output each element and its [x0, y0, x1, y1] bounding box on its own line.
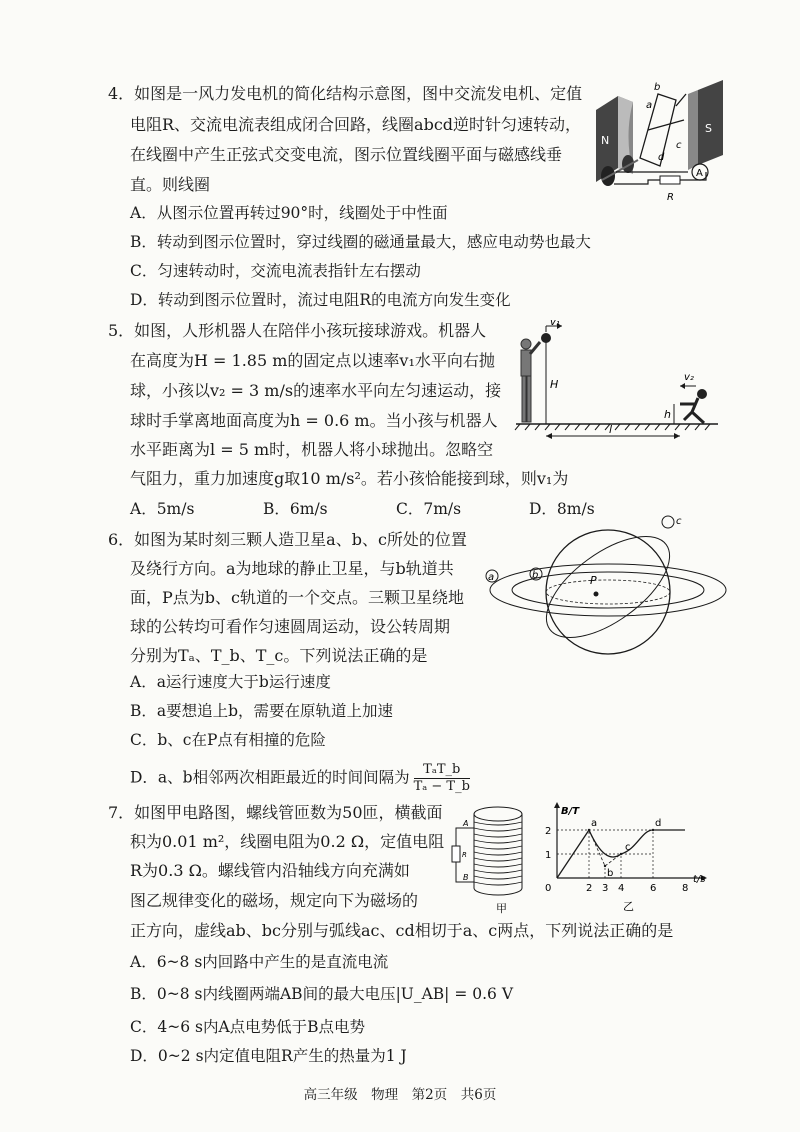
q6-option-b: B．a要想追上b，需要在原轨道上加速	[130, 702, 394, 720]
ammeter-label: A	[696, 168, 703, 179]
q7-line: 图乙规律变化的磁场，规定向下为磁场的	[130, 891, 419, 910]
q6-line: 面，P点为b、c轨道的一个交点。三颗卫星绕地	[130, 588, 464, 607]
page-footer: 高三年级 物理 第2页 共6页	[303, 1087, 497, 1103]
fraction-numerator: TₐT_b	[414, 762, 470, 779]
q5-option-c: C．7m/s	[396, 500, 462, 518]
x-tick-label: 2	[586, 883, 593, 894]
q4-line: 电阻R、交流电流表组成闭合回路，线圈abcd逆时针匀速转动，	[130, 115, 582, 134]
q6-line: 球的公转均可看作匀速圆周运动，设公转周期	[130, 617, 451, 636]
q5-line: 在高度为H = 1.85 m的固定点以速率v₁水平向右抛	[130, 351, 495, 370]
data-point	[652, 829, 654, 831]
q5-option-b: B．6m/s	[263, 500, 328, 518]
resistor-label: R	[667, 192, 674, 203]
coil-b-label: b	[654, 82, 661, 93]
q7-line: 积为0.01 m²，线圈电阻为0.2 Ω，定值电阻	[130, 832, 445, 851]
distance-l-label: l	[609, 423, 613, 436]
earth	[546, 530, 670, 654]
q6-option-c: C．b、c在P点有相撞的危险	[130, 731, 326, 749]
q4-option-a: A．从图示位置再转过90°时，线圈处于中性面	[130, 204, 448, 222]
q5-option-d: D．8m/s	[529, 500, 595, 518]
coil-c-label: c	[676, 140, 682, 151]
terminal-b-label: B	[463, 873, 469, 882]
magnet-s-label: S	[705, 122, 712, 135]
tangent-ab	[589, 830, 605, 866]
v1-label: v₁	[550, 320, 560, 328]
ball	[541, 333, 551, 343]
coil-a-label: a	[646, 100, 653, 111]
q7-option-a: A．6~8 s内回路中产生的是直流电流	[130, 953, 389, 971]
robot	[521, 339, 540, 422]
b-t-chart	[535, 798, 725, 923]
q6-option-d-text: D．a、b相邻两次相距最近的时间间隔为	[130, 768, 410, 787]
q7-line: 7．如图甲电路图，螺线管匝数为50匝，横截面	[108, 803, 443, 822]
coil-d-label: d	[658, 152, 665, 163]
chart-caption: 乙	[623, 900, 634, 913]
q5-line: 球时手掌离地面高度为h = 0.6 m。当小孩与机器人	[130, 411, 498, 430]
q4-option-c: C．匀速转动时，交流电流表指针左右摆动	[130, 262, 421, 280]
solenoid-resistor	[452, 846, 460, 862]
v2-label: v₂	[684, 372, 694, 383]
robot-ball-figure	[512, 320, 722, 440]
q6-option-d	[130, 762, 470, 795]
q4-option-b: B．转动到图示位置时，穿过线圈的磁通量最大，感应电动势也最大	[130, 233, 591, 251]
generator-figure	[588, 80, 738, 205]
x-tick-label: 4	[618, 883, 625, 894]
x-tick-label: 6	[650, 883, 657, 894]
q6-option-d-fraction	[414, 762, 470, 795]
q5-line: 水平距离为l = 5 m时，机器人将小球抛出。忽略空	[130, 440, 494, 459]
height-H-label: H	[550, 378, 559, 391]
satellite-b-label: b	[532, 570, 539, 581]
satellite-figure	[478, 512, 728, 662]
q4-line: 4．如图是一风力发电机的简化结构示意图，图中交流发电机、定值	[108, 84, 583, 103]
y-tick-label: 1	[545, 850, 552, 861]
equator	[546, 580, 670, 604]
q7-line: R为0.3 Ω。螺线管内沿轴线方向充满如	[130, 861, 410, 880]
point-label: c	[625, 842, 631, 853]
point-label: d	[655, 818, 662, 829]
ground-hatch	[515, 424, 710, 430]
q6-line: 分别为Tₐ、T_b、T_c。下列说法正确的是	[130, 646, 428, 665]
q5-option-a: A．5m/s	[130, 500, 195, 518]
x-tick-label: 8	[682, 883, 689, 894]
height-h-label: h	[664, 408, 671, 421]
solenoid-r-label: R	[462, 851, 467, 859]
y-axis-label: B/T	[561, 806, 580, 817]
q6-line: 及绕行方向。a为地球的静止卫星，与b轨道共	[130, 559, 454, 578]
solenoid-top	[474, 807, 522, 821]
q7-option-c: C．4~6 s内A点电势低于B点电势	[130, 1018, 366, 1036]
q6-option-a: A．a运行速度大于b运行速度	[130, 673, 331, 691]
series-curve-ac	[589, 830, 621, 857]
q7-line: 正方向，虚线ab、bc分别与弧线ac、cd相切于a、c两点，下列说法正确的是	[130, 921, 674, 940]
point-p-label: P	[590, 574, 597, 587]
q4-option-d: D．转动到图示位置时，流过电阻R的电流方向发生变化	[130, 291, 511, 309]
x-tick-label: 0	[545, 883, 552, 894]
data-point	[620, 853, 622, 855]
point-p	[594, 592, 599, 597]
y-axis-arrow	[554, 802, 560, 808]
child	[680, 390, 707, 424]
q5-line: 5．如图，人形机器人在陪伴小孩玩接球游戏。机器人	[108, 321, 487, 340]
orbit-c	[530, 517, 686, 657]
data-point	[604, 865, 606, 867]
fraction-denominator: Tₐ − T_b	[413, 779, 470, 794]
point-label: b	[607, 868, 614, 879]
x-tick-label: 3	[602, 883, 609, 894]
point-label: a	[591, 818, 598, 829]
q4-line: 在线圈中产生正弦式交变电流，图示位置线圈平面与磁感线垂	[130, 145, 563, 164]
satellite-a-label: a	[488, 572, 495, 583]
solenoid-figure	[448, 800, 528, 915]
q6-line: 6．如图为某时刻三颗人造卫星a、b、c所处的位置	[108, 530, 467, 549]
terminal-a-label: A	[463, 819, 469, 828]
satellite-c	[662, 516, 674, 528]
magnet-n-label: N	[601, 134, 610, 147]
y-tick-label: 2	[545, 826, 552, 837]
q5-line: 气阻力，重力加速度g取10 m/s²。若小孩恰能接到球，则v₁为	[130, 469, 569, 488]
x-axis-label: t/s	[693, 874, 706, 885]
q7-option-b: B．0~8 s内线圈两端AB间的最大电压|U_AB| = 0.6 V	[130, 985, 514, 1003]
q5-line: 球，小孩以v₂ = 3 m/s的速率水平向左匀速运动，接	[130, 381, 502, 400]
q7-option-d: D．0~2 s内定值电阻R产生的热量为1 J	[130, 1047, 407, 1065]
figure-jia-label: 甲	[496, 902, 507, 915]
q4-line: 直。则线圈	[130, 175, 211, 194]
magnet-s	[688, 80, 723, 170]
satellite-c-label: c	[676, 516, 682, 527]
data-point	[588, 829, 590, 831]
solenoid-windings	[474, 822, 522, 885]
resistor	[660, 176, 680, 184]
